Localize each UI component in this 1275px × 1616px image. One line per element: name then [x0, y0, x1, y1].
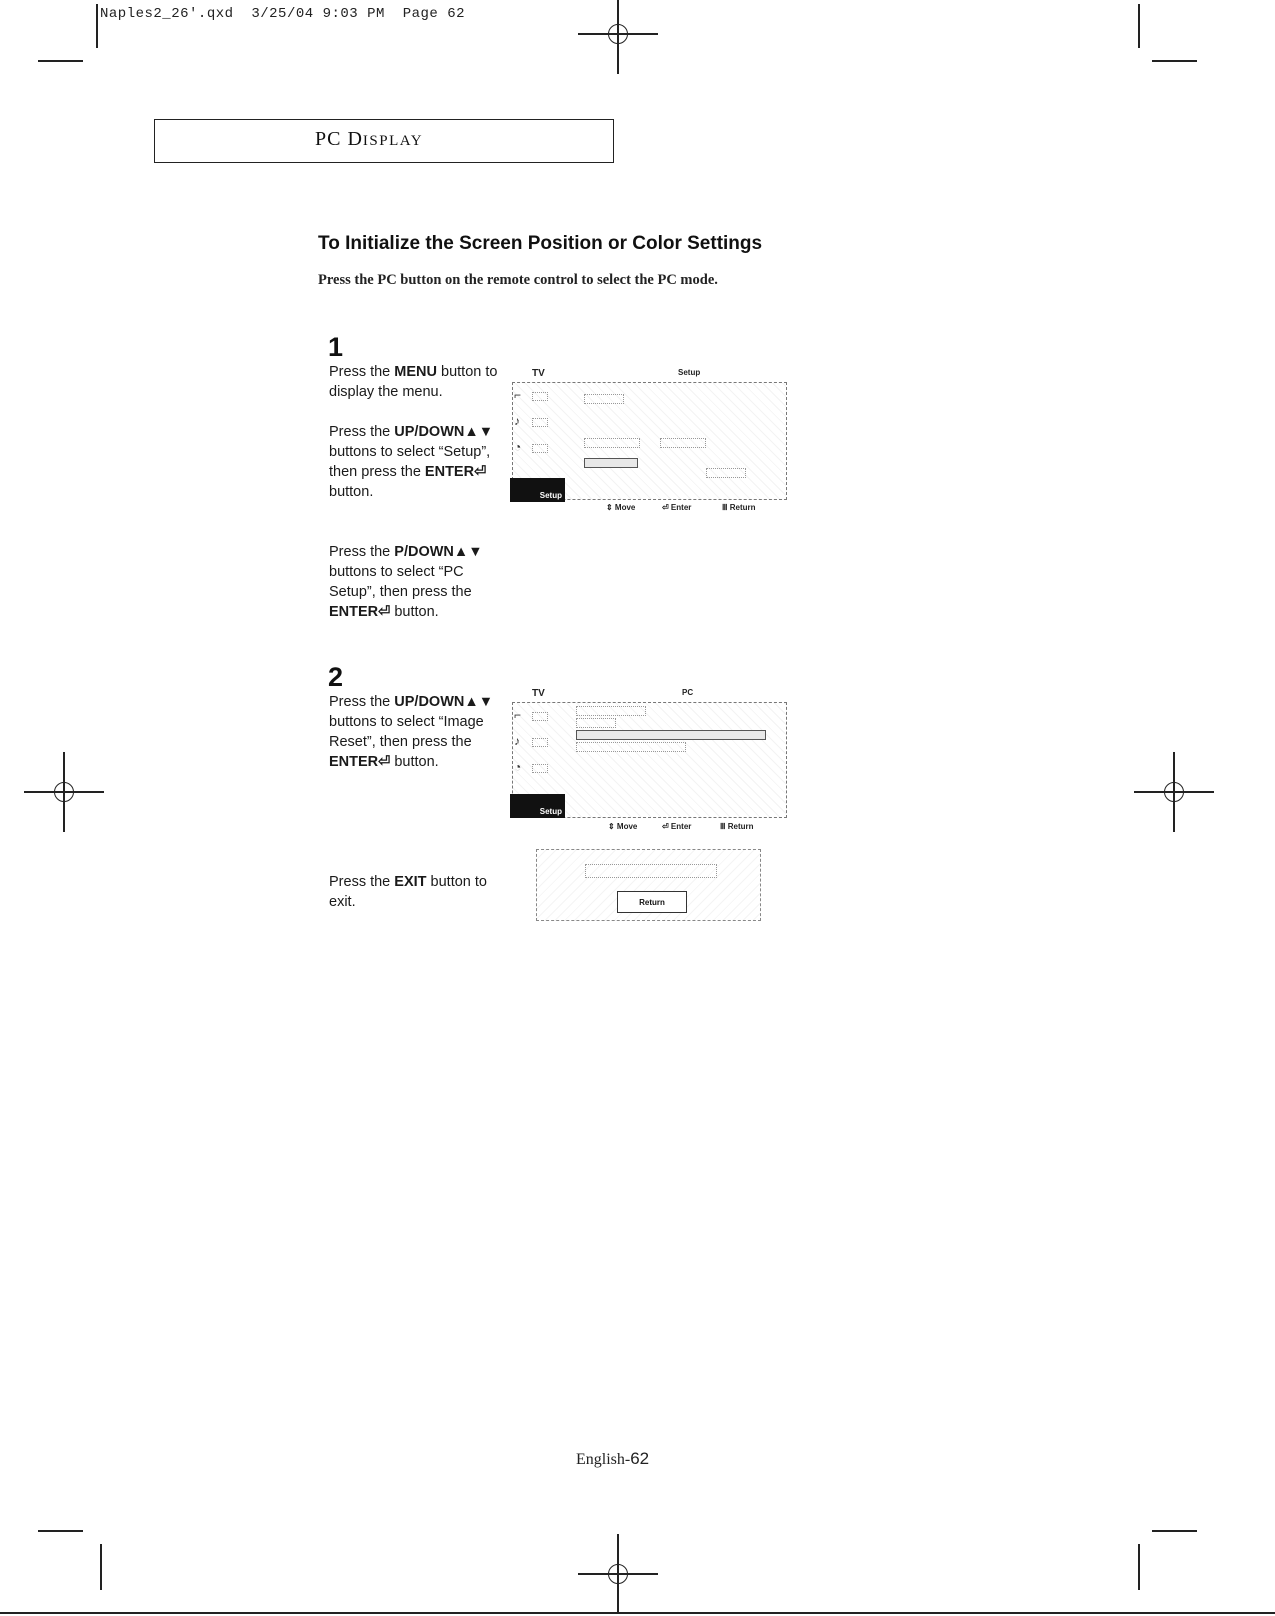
- channel-icon: ◔: [514, 440, 522, 454]
- section-title-smallcaps: ISPLAY: [362, 133, 424, 149]
- osd-enter-hint: ⏎ Enter: [662, 822, 692, 831]
- crop-mark: [1152, 1530, 1197, 1532]
- step-2-paragraph-1: Press the UP/DOWN▲▼ buttons to select “Image Reset”, then press the ENTER⏎ button.: [329, 694, 494, 770]
- osd-move-hint: ⇕ Move: [606, 503, 636, 512]
- popup-message: [585, 864, 717, 878]
- osd-menu-row: [576, 742, 686, 752]
- enter-key-label: ENTER⏎: [424, 464, 487, 480]
- picture-icon: ⌐: [514, 388, 522, 402]
- sound-icon: ♪: [514, 734, 520, 748]
- section-title-box: [154, 119, 614, 163]
- enter-key-label: ENTER⏎: [329, 754, 391, 770]
- footer-language: English-: [576, 1451, 631, 1468]
- osd-setup-menu-screenshot: [510, 368, 790, 516]
- slug-time: 9:03 PM: [322, 6, 385, 22]
- pdown-key-label: P/DOWN▲▼: [394, 544, 483, 560]
- osd-tv-label: TV: [532, 688, 545, 699]
- osd-pc-menu-screenshot: [510, 688, 790, 836]
- crop-mark: [1138, 1544, 1140, 1590]
- slug-date: 3/25/04: [251, 6, 314, 22]
- osd-tv-label: TV: [532, 368, 545, 379]
- channel-icon: ◔: [514, 760, 522, 774]
- crop-mark: [1138, 4, 1140, 48]
- intro-text: Press the PC button on the remote control to select the PC mode.: [318, 272, 718, 288]
- step-1-paragraph-2: Press the UP/DOWN▲▼ buttons to select “Setup”, then press the ENTER⏎ button.: [329, 424, 494, 500]
- menu-key-label: MENU: [394, 364, 437, 380]
- osd-menu-title: PC: [682, 688, 694, 697]
- crop-mark: [38, 60, 83, 62]
- updown-key-label: UP/DOWN▲▼: [394, 424, 494, 440]
- popup-return-button[interactable]: Return: [617, 891, 687, 913]
- crop-mark: [38, 1530, 83, 1532]
- osd-menu-row-selected: [584, 458, 638, 468]
- registration-mark-top: [578, 0, 658, 74]
- registration-mark-right: [1134, 752, 1214, 832]
- osd-enter-hint: ⏎ Enter: [662, 503, 692, 512]
- step-2-paragraph-2: Press the EXIT button to exit.: [329, 874, 487, 910]
- osd-menu-row: [576, 718, 616, 728]
- step-2-number: 2: [328, 662, 344, 692]
- slug-line: [100, 6, 465, 22]
- updown-key-label: UP/DOWN▲▼: [394, 694, 494, 710]
- osd-menu-row: [584, 394, 624, 404]
- step-1-paragraph-1: Press the MENU button to display the menu.: [329, 364, 498, 400]
- registration-mark-bottom: [578, 1534, 658, 1614]
- osd-menu-row-selected: [576, 730, 766, 740]
- slug-file: Naples2_26'.qxd: [100, 6, 234, 22]
- sound-icon: ♪: [514, 414, 520, 428]
- enter-key-label: ENTER⏎: [329, 604, 391, 620]
- registration-mark-left: [24, 752, 104, 832]
- exit-key-label: EXIT: [394, 874, 427, 890]
- step-1-number: 1: [328, 332, 344, 362]
- osd-reset-complete-popup: [536, 849, 761, 921]
- page-heading: To Initialize the Screen Position or Color Settings: [318, 233, 763, 254]
- osd-menu-row: [706, 468, 746, 478]
- crop-mark: [1152, 60, 1197, 62]
- picture-icon: ⌐: [514, 708, 522, 722]
- section-title-main: PC D: [315, 128, 363, 150]
- crop-mark: [96, 4, 98, 48]
- osd-move-hint: ⇕ Move: [608, 822, 638, 831]
- osd-menu-row: [660, 438, 706, 448]
- osd-menu-row: [584, 438, 640, 448]
- section-title: [315, 128, 423, 151]
- crop-mark: [100, 1544, 102, 1590]
- osd-setup-tab: Setup: [510, 478, 565, 502]
- osd-return-hint: Ⅲ Return: [722, 503, 756, 512]
- osd-setup-tab: Setup: [510, 794, 565, 818]
- page-number: 62: [630, 1449, 650, 1468]
- osd-return-hint: Ⅲ Return: [720, 822, 754, 831]
- osd-menu-row: [576, 706, 646, 716]
- step-1-paragraph-3: Press the P/DOWN▲▼ buttons to select “PC Setup”, then press the ENTER⏎ button.: [329, 544, 483, 620]
- osd-menu-title: Setup: [678, 368, 701, 377]
- slug-page: Page 62: [402, 6, 465, 22]
- page-footer: [576, 1449, 649, 1469]
